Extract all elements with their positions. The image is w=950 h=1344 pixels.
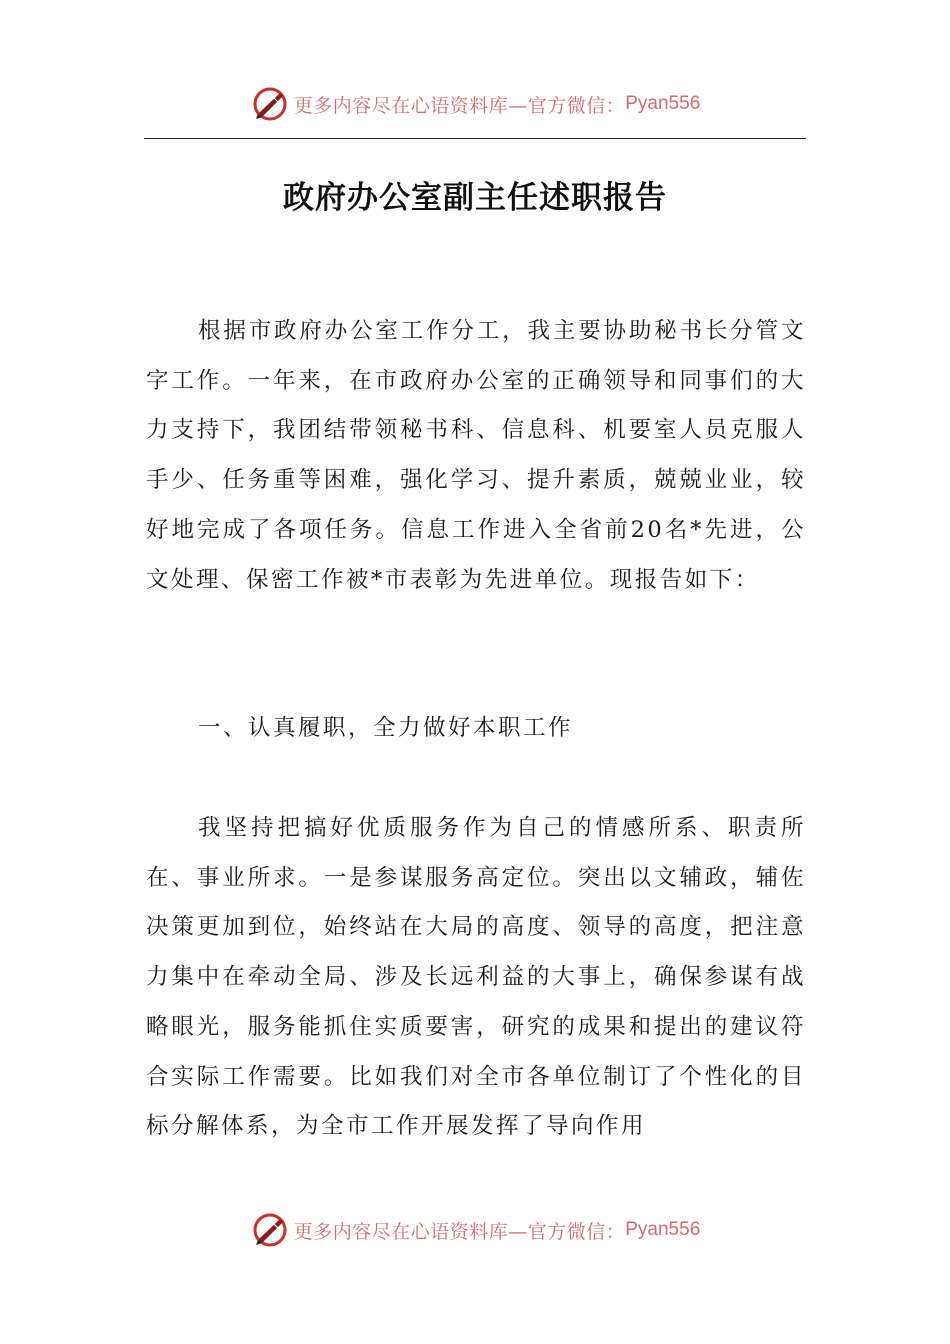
- header-brand: [0, 84, 950, 124]
- body-paragraph-2: 我坚持把搞好优质服务作为自己的情感所系、职责所在、事业所求。一是参谋服务高定位。突出以文辅政，辅佐决策更加到位，始终站在大局的高度、领导的高度，把注意力集中在牵动全局、涉及长远利益的大事上，确保参谋有战略眼光，服务能抓住实质要害，研究的成果和提出的建议符合实际工作需要。比如我们对全市各单位制订了个性化的目标分解体系，为全市工作开展发挥了导向作用: [146, 815, 806, 1140]
- body-paragraph-1: 根据市政府办公室工作分工，我主要协助秘书长分管文字工作。一年来，在市政府办公室的正确领导和同事们的大力支持下，我团结带领秘书科、信息科、机要室人员克服人手少、任务重等困难，强化学习、提升素质，兢兢业业，较好地完成了各项任务。信息工作进入全省前20名*先进，公文处理、保密工作被*市表彰为先进单位。现报告如下：: [146, 318, 806, 593]
- header-divider: [144, 138, 806, 139]
- footer-brand: [0, 1210, 950, 1250]
- header-brand-text: 更多内容尽在心语资料库—官方微信：: [293, 94, 626, 117]
- footer-brand-account: Pyan556: [625, 1219, 701, 1240]
- footer-brand-text: 更多内容尽在心语资料库—官方微信：: [293, 1220, 626, 1243]
- header-brand-account: Pyan556: [625, 93, 701, 114]
- pen-logo-icon: [250, 1210, 290, 1250]
- section-heading-1: 一、认真履职，全力做好本职工作: [198, 715, 574, 741]
- document-title: 政府办公室副主任述职报告: [283, 180, 667, 216]
- pen-logo-icon: [250, 84, 290, 124]
